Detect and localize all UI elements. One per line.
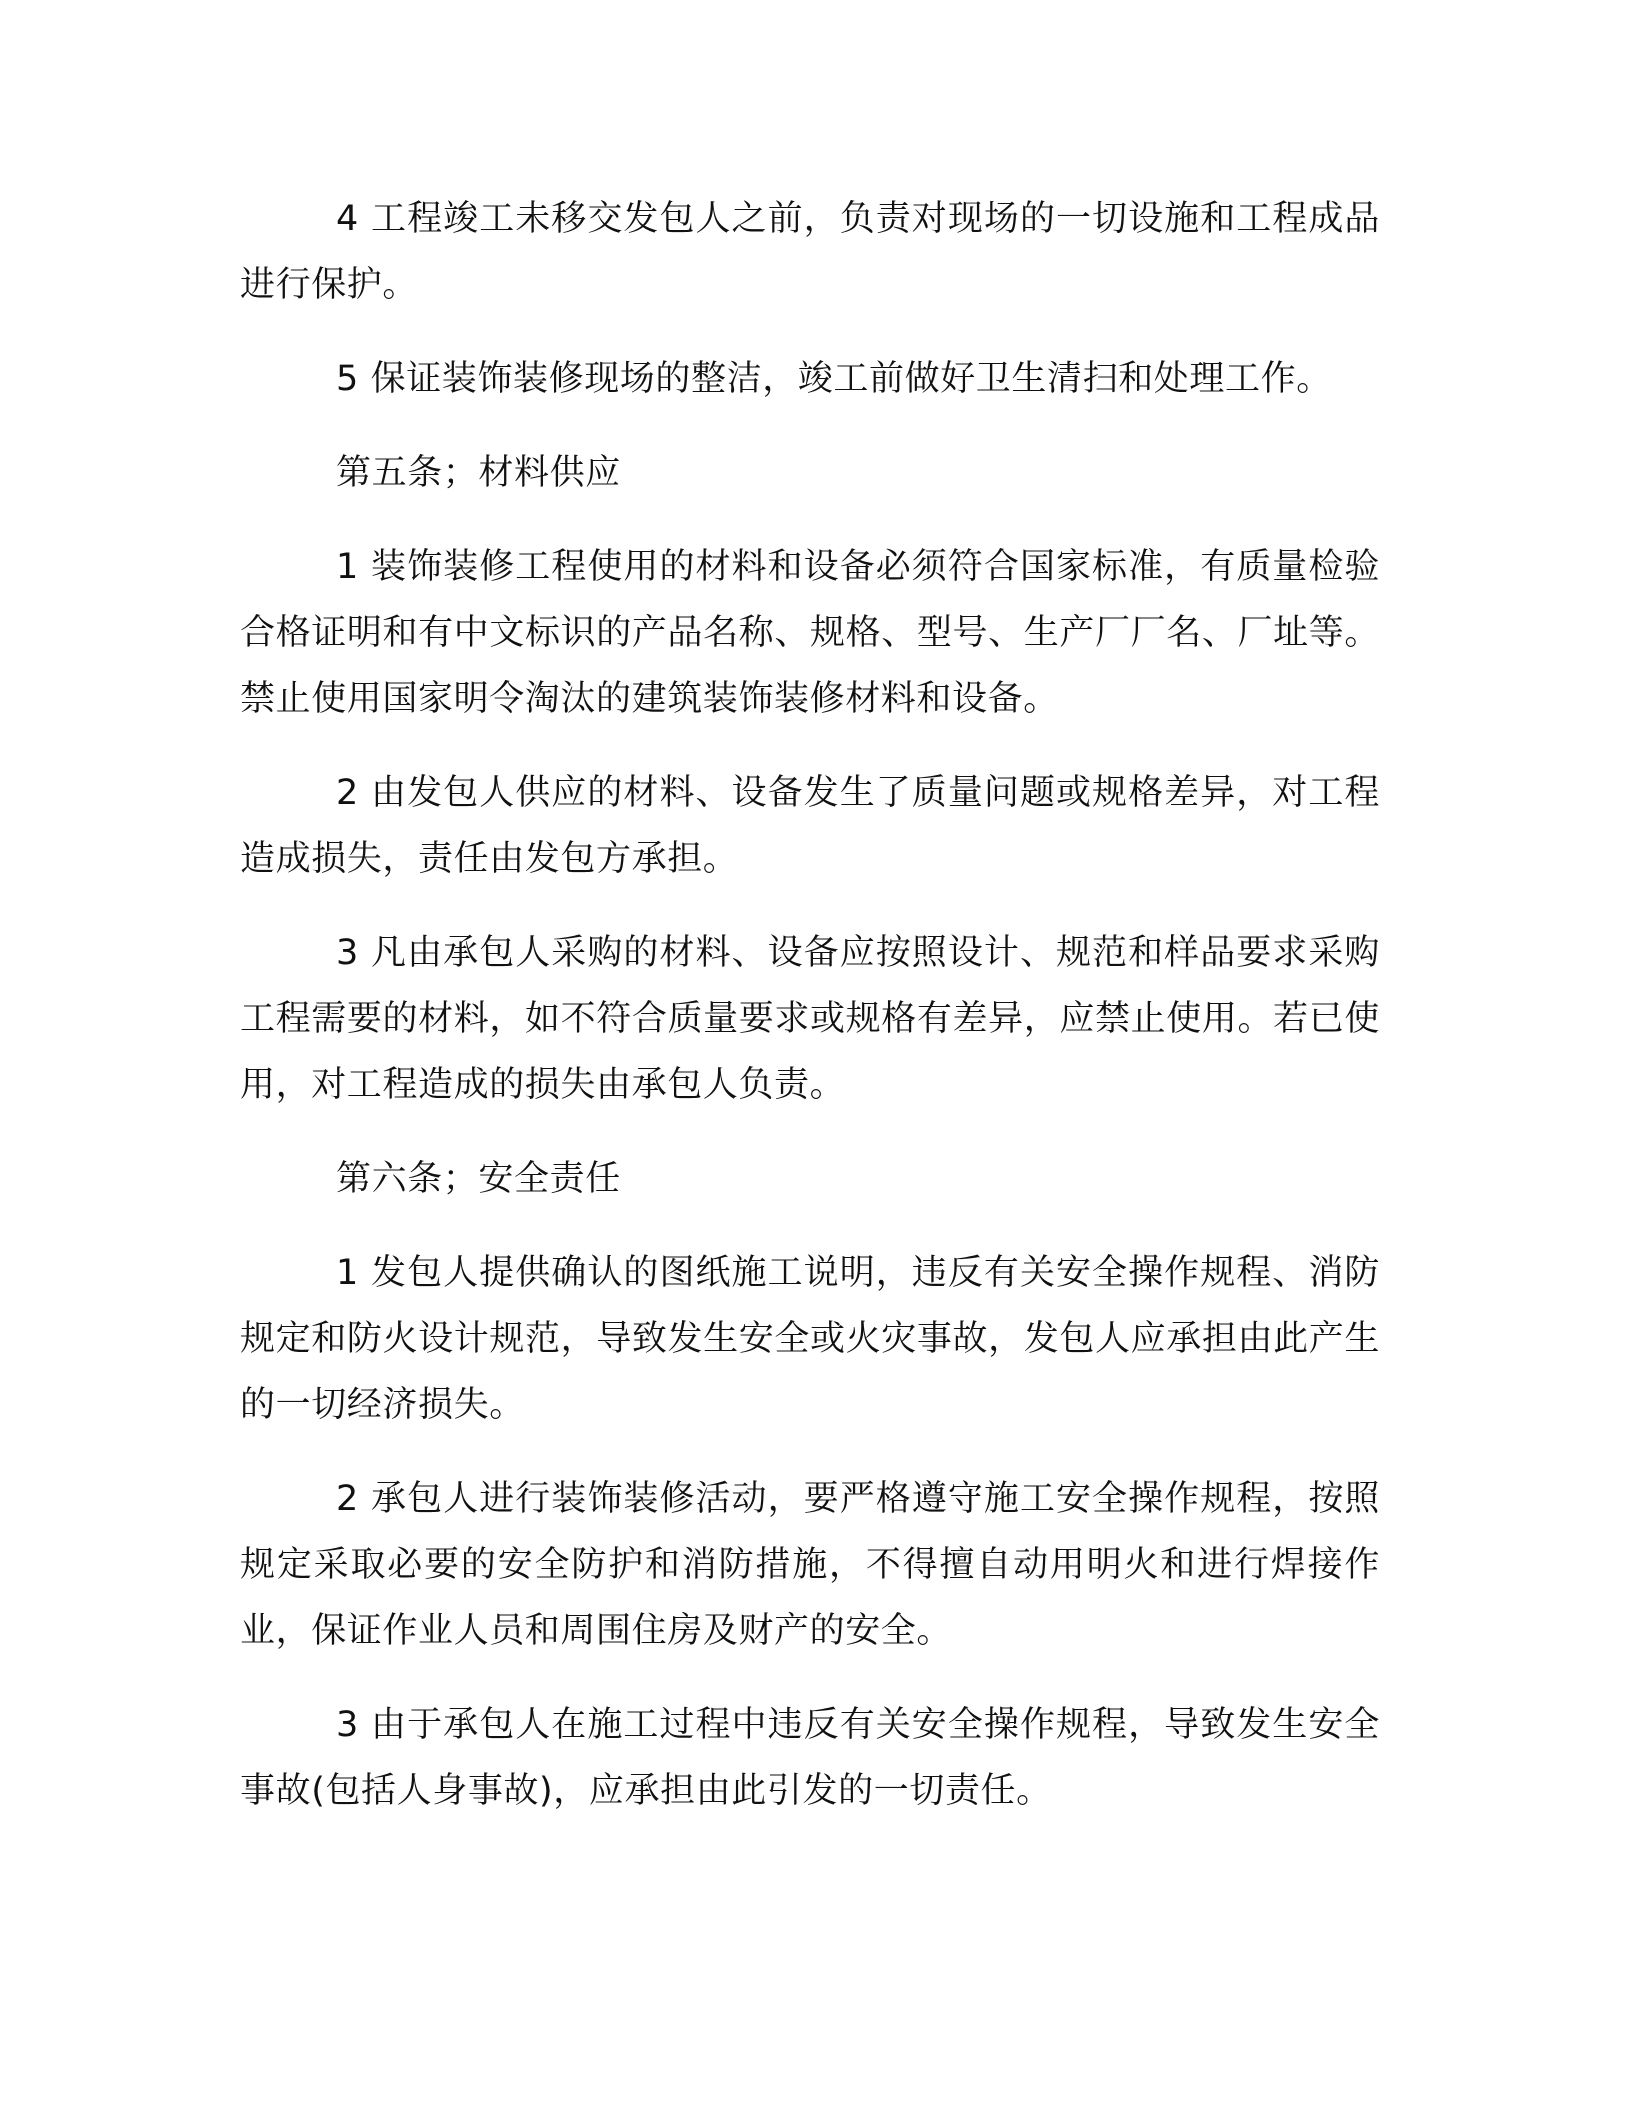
- paragraph-item-3-contractor-purchased-materials: 3 凡由承包人采购的材料、设备应按照设计、规范和样品要求采购工程需要的材料，如不符合质量要求或规格有差异，应禁止使用。若已使用，对工程造成的损失由承包人负责。: [240, 933, 1380, 1105]
- paragraph-item-1-material-standards: 1 装饰装修工程使用的材料和设备必须符合国家标准，有质量检验合格证明和有中文标识的产品名称、规格、型号、生产厂厂名、厂址等。禁止使用国家明令淘汰的建筑装饰装修材料和设备。: [240, 547, 1380, 719]
- section-heading-article-6: 第六条；安全责任: [336, 1159, 621, 1199]
- paragraph-item-1-employer-safety-liability: 1 发包人提供确认的图纸施工说明，违反有关安全操作规程、消防规定和防火设计规范，导致发生安全或火灾事故，发包人应承担由此产生的一切经济损失。: [240, 1253, 1380, 1425]
- document-body: [240, 186, 1380, 1852]
- section-heading-article-5: 第五条；材料供应: [336, 453, 621, 493]
- paragraph-item-2-employer-supplied-materials: 2 由发包人供应的材料、设备发生了质量问题或规格差异，对工程造成损失，责任由发包方承担。: [240, 773, 1380, 879]
- paragraph-item-2-contractor-safety-rules: 2 承包人进行装饰装修活动，要严格遵守施工安全操作规程，按照规定采取必要的安全防护和消防措施，不得擅自动用明火和进行焊接作业，保证作业人员和周围住房及财产的安全。: [240, 1479, 1380, 1651]
- paragraph-item-4-handover-protection: 4 工程竣工未移交发包人之前，负责对现场的一切设施和工程成品进行保护。: [240, 199, 1380, 305]
- paragraph-item-3-contractor-accident-liability: 3 由于承包人在施工过程中违反有关安全操作规程，导致发生安全事故(包括人身事故)，应承担由此引发的一切责任。: [240, 1705, 1380, 1811]
- paragraph-item-5-site-cleanliness: 5 保证装饰装修现场的整洁，竣工前做好卫生清扫和处理工作。: [336, 359, 1332, 399]
